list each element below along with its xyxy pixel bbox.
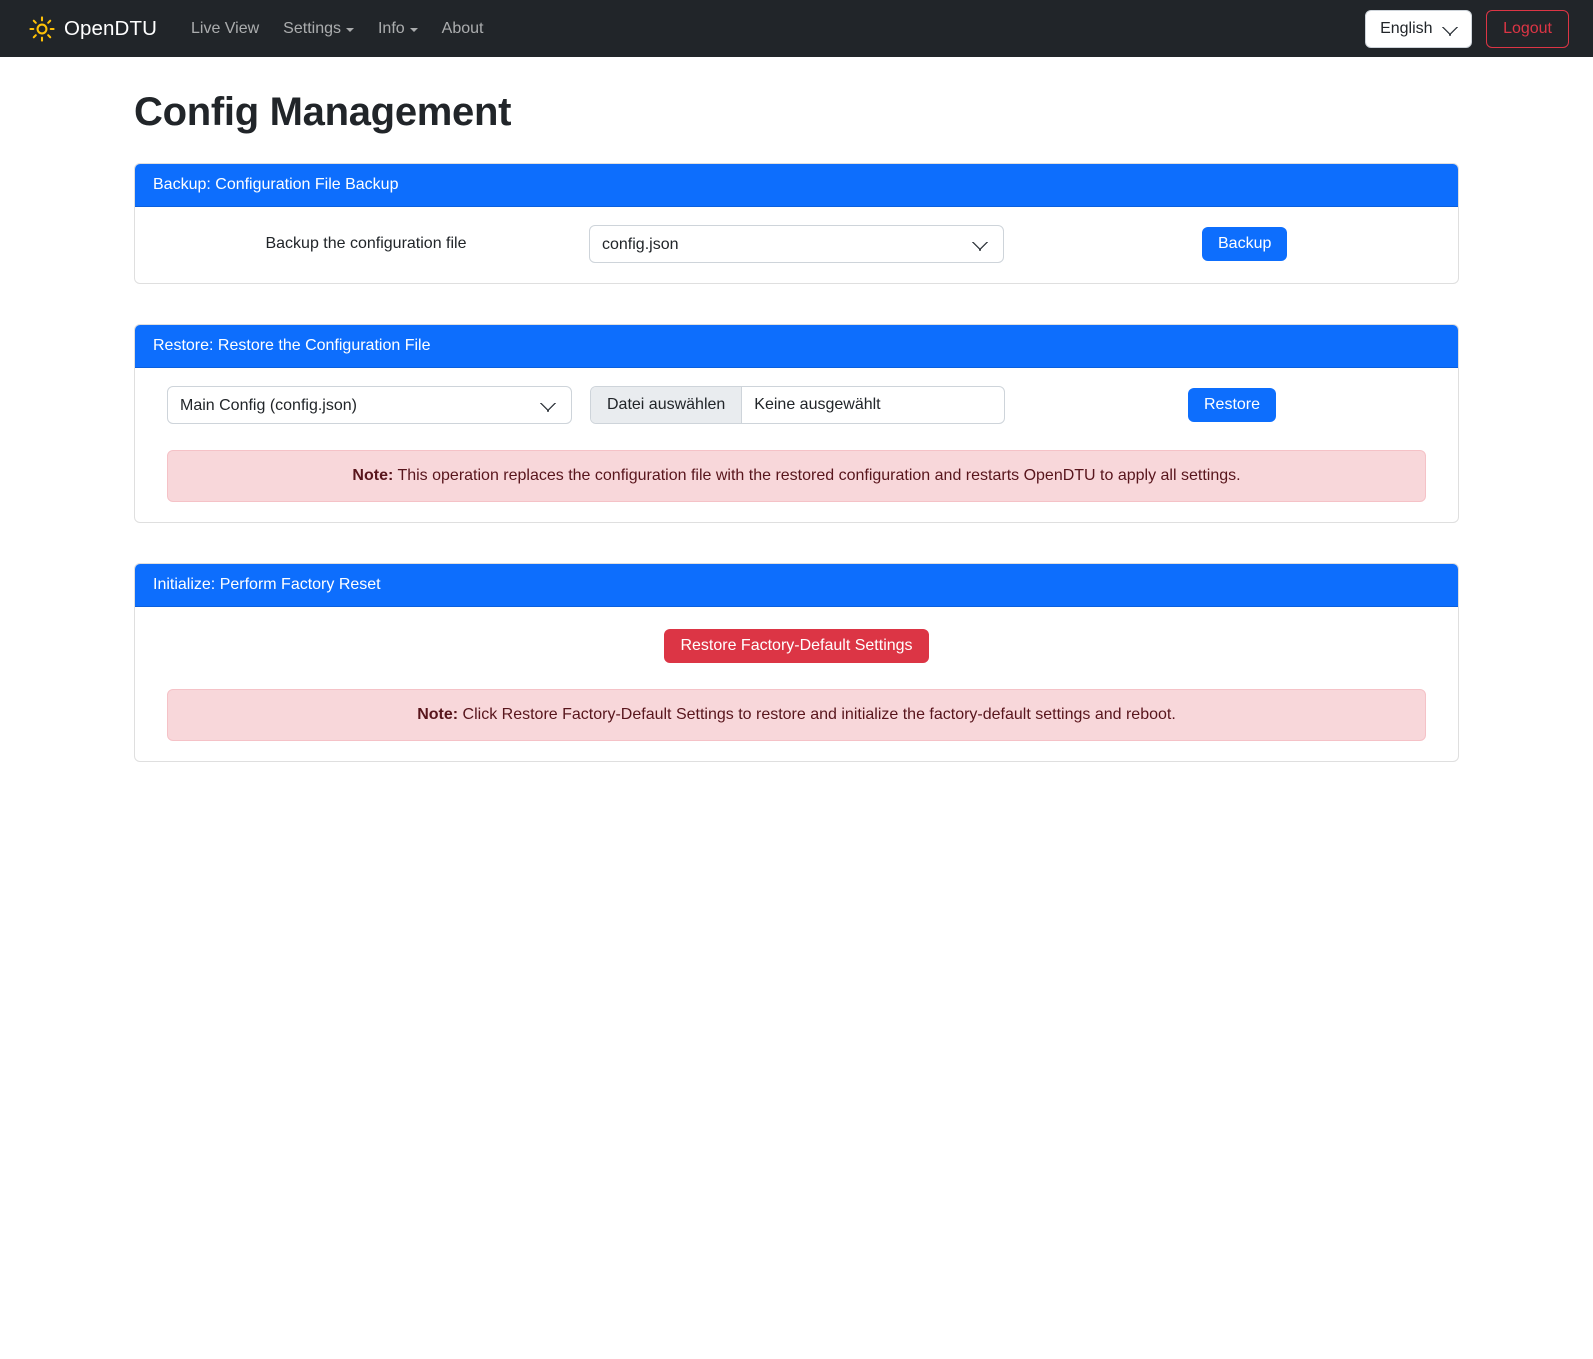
restore-button[interactable]: Restore [1188, 388, 1276, 422]
backup-card-header: Backup: Configuration File Backup [135, 164, 1458, 207]
brand-label: OpenDTU [64, 16, 157, 40]
initialize-note-text: Click Restore Factory-Default Settings to restore and initialize the factory-default settings and reboot. [462, 706, 1176, 723]
restore-card [134, 324, 1459, 523]
factory-reset-row [153, 625, 1440, 663]
restore-note-text: This operation replaces the configuration file with the restored configuration and restarts OpenDTU to apply all settings. [397, 467, 1241, 484]
backup-button-wrapper [1180, 227, 1440, 261]
nav-item-live-view[interactable] [179, 12, 271, 46]
restore-card-header: Restore: Restore the Configuration File [135, 325, 1458, 368]
initialize-card-body [135, 607, 1458, 761]
top-navbar [0, 0, 1593, 57]
backup-card [134, 163, 1459, 284]
initialize-note-prefix: Note: [417, 706, 459, 723]
chevron-down-icon [410, 28, 418, 32]
initialize-card [134, 563, 1459, 762]
language-select[interactable] [1365, 10, 1472, 48]
restore-button-wrapper [1166, 388, 1426, 422]
nav-item-settings[interactable] [271, 12, 366, 46]
choose-file-button[interactable]: Datei auswählen [591, 387, 742, 423]
restore-config-select[interactable] [167, 386, 572, 424]
restore-row [153, 386, 1440, 424]
nav-links [179, 12, 496, 46]
nav-item-label: Info [377, 19, 405, 37]
backup-row [153, 225, 1440, 263]
backup-button[interactable]: Backup [1202, 227, 1287, 261]
nav-item-info[interactable] [366, 12, 430, 46]
backup-label: Backup the configuration file [265, 235, 467, 252]
page-title: Config Management [134, 90, 512, 134]
nav-item-about[interactable] [430, 12, 496, 46]
initialize-note [167, 689, 1426, 741]
restore-file-input[interactable] [590, 386, 1005, 424]
nav-item-label: Settings [283, 19, 341, 37]
logout-button[interactable]: Logout [1486, 10, 1569, 48]
restore-note [167, 450, 1426, 502]
chevron-down-icon [346, 28, 354, 32]
selected-file-name: Keine ausgewählt [754, 396, 881, 413]
backup-card-body [135, 207, 1458, 283]
page-content [0, 90, 1593, 762]
brand-link[interactable] [16, 16, 157, 42]
content-container [134, 90, 1459, 762]
initialize-card-header: Initialize: Perform Factory Reset [135, 564, 1458, 607]
nav-item-label: Live View [190, 19, 260, 37]
nav-item-label: About [441, 19, 484, 37]
restore-note-prefix: Note: [352, 467, 394, 484]
restore-card-body [135, 368, 1458, 522]
backup-file-select[interactable] [589, 225, 1004, 263]
restore-factory-defaults-button[interactable]: Restore Factory-Default Settings [664, 629, 928, 663]
sun-icon [29, 16, 55, 42]
navbar-right-group [1365, 10, 1577, 48]
backup-select-wrapper [589, 225, 1004, 263]
